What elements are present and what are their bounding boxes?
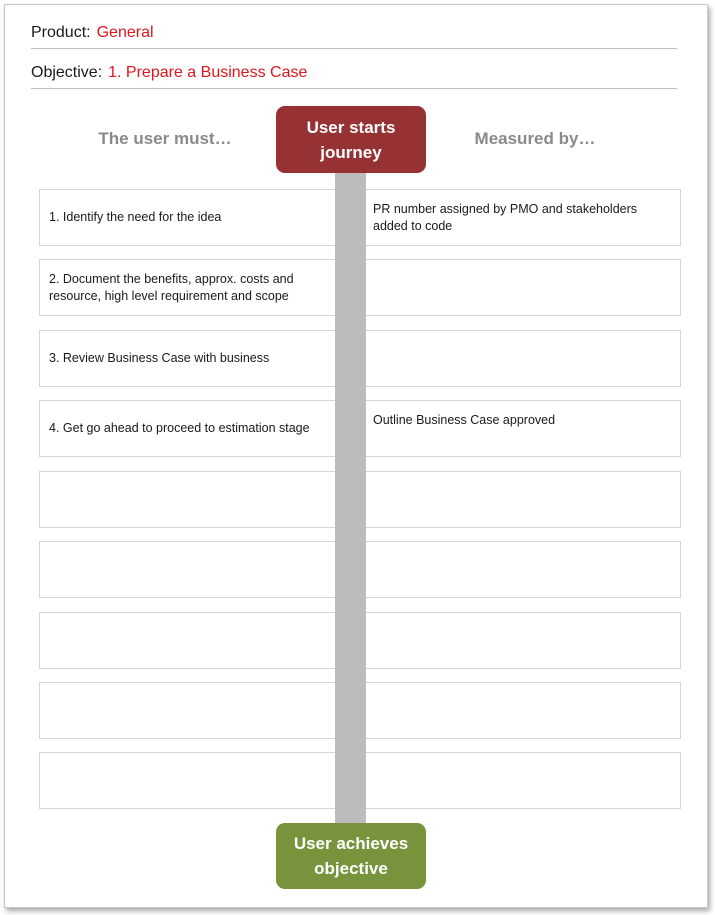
row-step: 1. Identify the need for the idea	[49, 210, 222, 224]
product-label: Product:	[31, 24, 91, 41]
objective-label: Objective:	[31, 64, 103, 81]
row-step	[49, 683, 334, 738]
row-step: 2. Document the benefits, approx. costs and resource, high level requirement and scope	[49, 271, 294, 303]
row-measure: PR number assigned by PMO and stakeholders added to code	[373, 202, 638, 233]
row-step: 3. Review Business Case with business	[49, 351, 270, 365]
row-step	[49, 542, 334, 597]
product-value: General	[96, 24, 154, 41]
objective-value: 1. Prepare a Business Case	[108, 64, 308, 81]
row-step	[49, 753, 334, 808]
journey-page	[4, 4, 708, 908]
objective-row	[31, 59, 677, 89]
product-row	[31, 19, 677, 49]
journey-timeline-bar	[335, 170, 366, 830]
journey-end-box: User achieves objective	[276, 823, 426, 889]
measured-by-header: Measured by…	[474, 129, 596, 148]
row-step	[49, 472, 334, 527]
row-measure: Outline Business Case approved	[373, 413, 556, 427]
row-step: 4. Get go ahead to proceed to estimation stage	[49, 421, 310, 435]
row-step	[49, 613, 334, 668]
journey-start-box: User starts journey	[276, 106, 426, 173]
user-must-header: The user must…	[98, 129, 232, 148]
